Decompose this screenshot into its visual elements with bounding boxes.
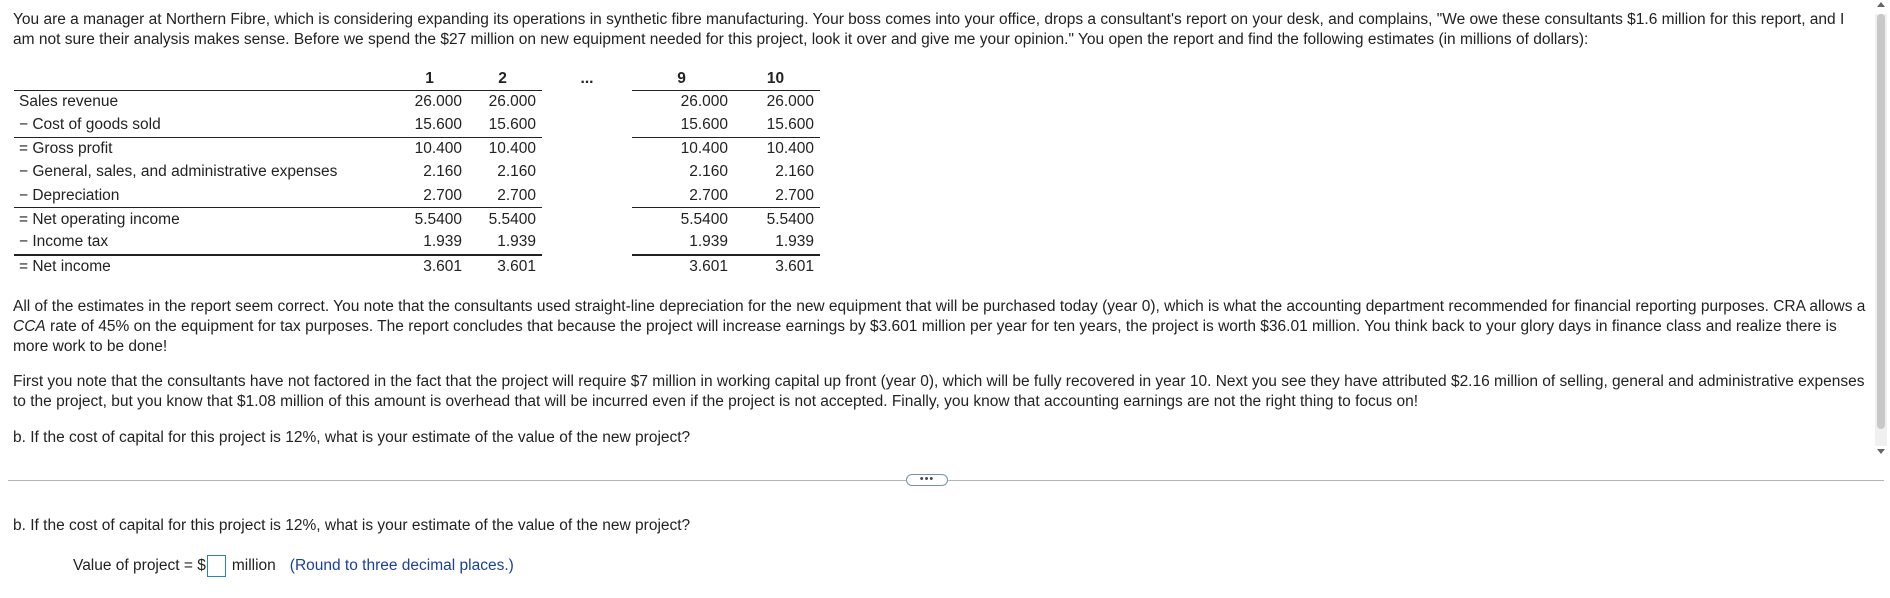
cell-value: 10.400 xyxy=(466,137,542,161)
cell-value: 2.700 xyxy=(775,186,814,204)
scroll-thumb[interactable] xyxy=(1877,14,1885,429)
cell-value: 2.700 xyxy=(423,186,462,204)
cell-value: 10.400 xyxy=(734,137,820,161)
cell-value: 1.939 xyxy=(689,233,728,251)
table-row-sales-revenue xyxy=(14,90,820,114)
vertical-scrollbar[interactable] xyxy=(1872,0,1890,460)
cell-value: 2.160 xyxy=(689,163,728,181)
divider-handle[interactable]: ••• xyxy=(906,474,948,486)
cell-value: 5.5400 xyxy=(394,208,466,232)
table-row-income-tax xyxy=(14,231,820,255)
cell-value: 3.601 xyxy=(466,255,542,279)
table-row-net-operating-income xyxy=(14,208,820,232)
cell-value: 2.700 xyxy=(689,186,728,204)
cell-value: 3.601 xyxy=(734,255,820,279)
project-value-input[interactable] xyxy=(207,555,226,577)
answer-unit: million xyxy=(231,557,276,574)
cell-value: 26.000 xyxy=(466,90,542,114)
cell-value: 3.601 xyxy=(394,255,466,279)
cell-value: 3.601 xyxy=(632,255,734,279)
cell-value: 10.400 xyxy=(632,137,734,161)
table-row-gross-profit xyxy=(14,137,820,161)
cell-value: 26.000 xyxy=(394,90,466,114)
cca-term: CCA xyxy=(13,318,46,335)
cell-value: 2.160 xyxy=(423,163,462,181)
cell-value: 1.939 xyxy=(423,233,462,251)
answer-question-text: b. If the cost of capital for this project is 12%, what is your estimate of the value of the new project? xyxy=(13,517,691,534)
scroll-up-arrow-icon[interactable] xyxy=(1877,2,1885,7)
cell-value: 15.600 xyxy=(414,116,462,133)
cell-value: 15.600 xyxy=(488,116,536,133)
table-row-depreciation xyxy=(14,184,820,208)
cell-value: 2.160 xyxy=(775,163,814,181)
cell-value: 15.600 xyxy=(766,116,814,133)
answer-prefix: Value of project = $ xyxy=(73,557,206,574)
table-row-gsa-expenses xyxy=(14,161,820,185)
row-label: − General, sales, and administrative expenses xyxy=(19,163,338,181)
cell-value: 10.400 xyxy=(394,137,466,161)
cell-value: 15.600 xyxy=(680,116,728,133)
col-header-year-2: 2 xyxy=(498,69,507,87)
cell-value: 5.5400 xyxy=(466,208,542,232)
table-header-row xyxy=(14,68,820,90)
col-header-year-1: 1 xyxy=(425,69,434,87)
cell-value: 26.000 xyxy=(632,90,734,114)
cell-value: 1.939 xyxy=(775,233,814,251)
rounding-hint: (Round to three decimal places.) xyxy=(289,557,514,574)
cell-value: 1.939 xyxy=(497,233,536,251)
table-row-net-income xyxy=(14,255,820,279)
row-label: − Depreciation xyxy=(19,186,120,204)
cell-value: 2.700 xyxy=(497,186,536,204)
row-label: Sales revenue xyxy=(14,90,394,114)
col-header-year-9: 9 xyxy=(677,69,686,87)
cell-value: 2.160 xyxy=(497,163,536,181)
cell-value: 5.5400 xyxy=(632,208,734,232)
row-label: − Cost of goods sold xyxy=(19,116,161,133)
cell-value: 26.000 xyxy=(734,90,820,114)
col-header-year-10: 10 xyxy=(766,69,785,87)
row-label: = Net operating income xyxy=(14,208,394,232)
cell-value: 5.5400 xyxy=(734,208,820,232)
row-label: = Net income xyxy=(14,255,394,279)
table-row-cost-of-goods-sold xyxy=(14,114,820,138)
scroll-down-arrow-icon[interactable] xyxy=(1877,449,1885,454)
col-header-ellipsis: ... xyxy=(580,70,594,87)
question-text: b. If the cost of capital for this project is 12%, what is your estimate of the value of the new project? xyxy=(13,429,691,446)
estimates-paragraph: All of the estimates in the report seem correct. You note that the consultants used straight-line depreciation for the new equipment that will be purchased today (year 0), which is what the accounting department recommended for financial reporting purposes. CRA allows a CCA rate of 45% on the equipment for tax purposes. The report concludes that because the project will increase earnings by $3.601 million per year for ten years, the project is worth $36.01 million. You think back to your glory days in finance class and realize there is more work to be done! xyxy=(13,298,1866,355)
answer-row xyxy=(73,555,514,577)
working-capital-paragraph: First you note that the consultants have not factored in the fact that the project will require $7 million in working capital up front (year 0), which will be fully recovered in year 10. Next you see they have attributed $2.16 million of selling, general and administrative expenses to the project, but you know that $1.08 million of this amount is overhead that will be incurred even if the project is not accepted. Finally, you know that accounting earnings are not the right thing to focus on! xyxy=(13,373,1865,410)
row-label: = Gross profit xyxy=(14,137,394,161)
intro-text: You are a manager at Northern Fibre, which is considering expanding its operations in synthetic fibre manufacturing. Your boss comes into your office, drops a consultant's report on your desk, and complains, "We owe these consultants $1.6 million for this report, and I am not sure their analysis makes sense. Before we spend the $27 million on new equipment needed for this project, look it over and give me your opinion." You open the report and find the following estimates (in millions of dollars): xyxy=(13,11,1845,48)
income-statement-table xyxy=(14,68,820,278)
row-label: − Income tax xyxy=(19,233,109,251)
